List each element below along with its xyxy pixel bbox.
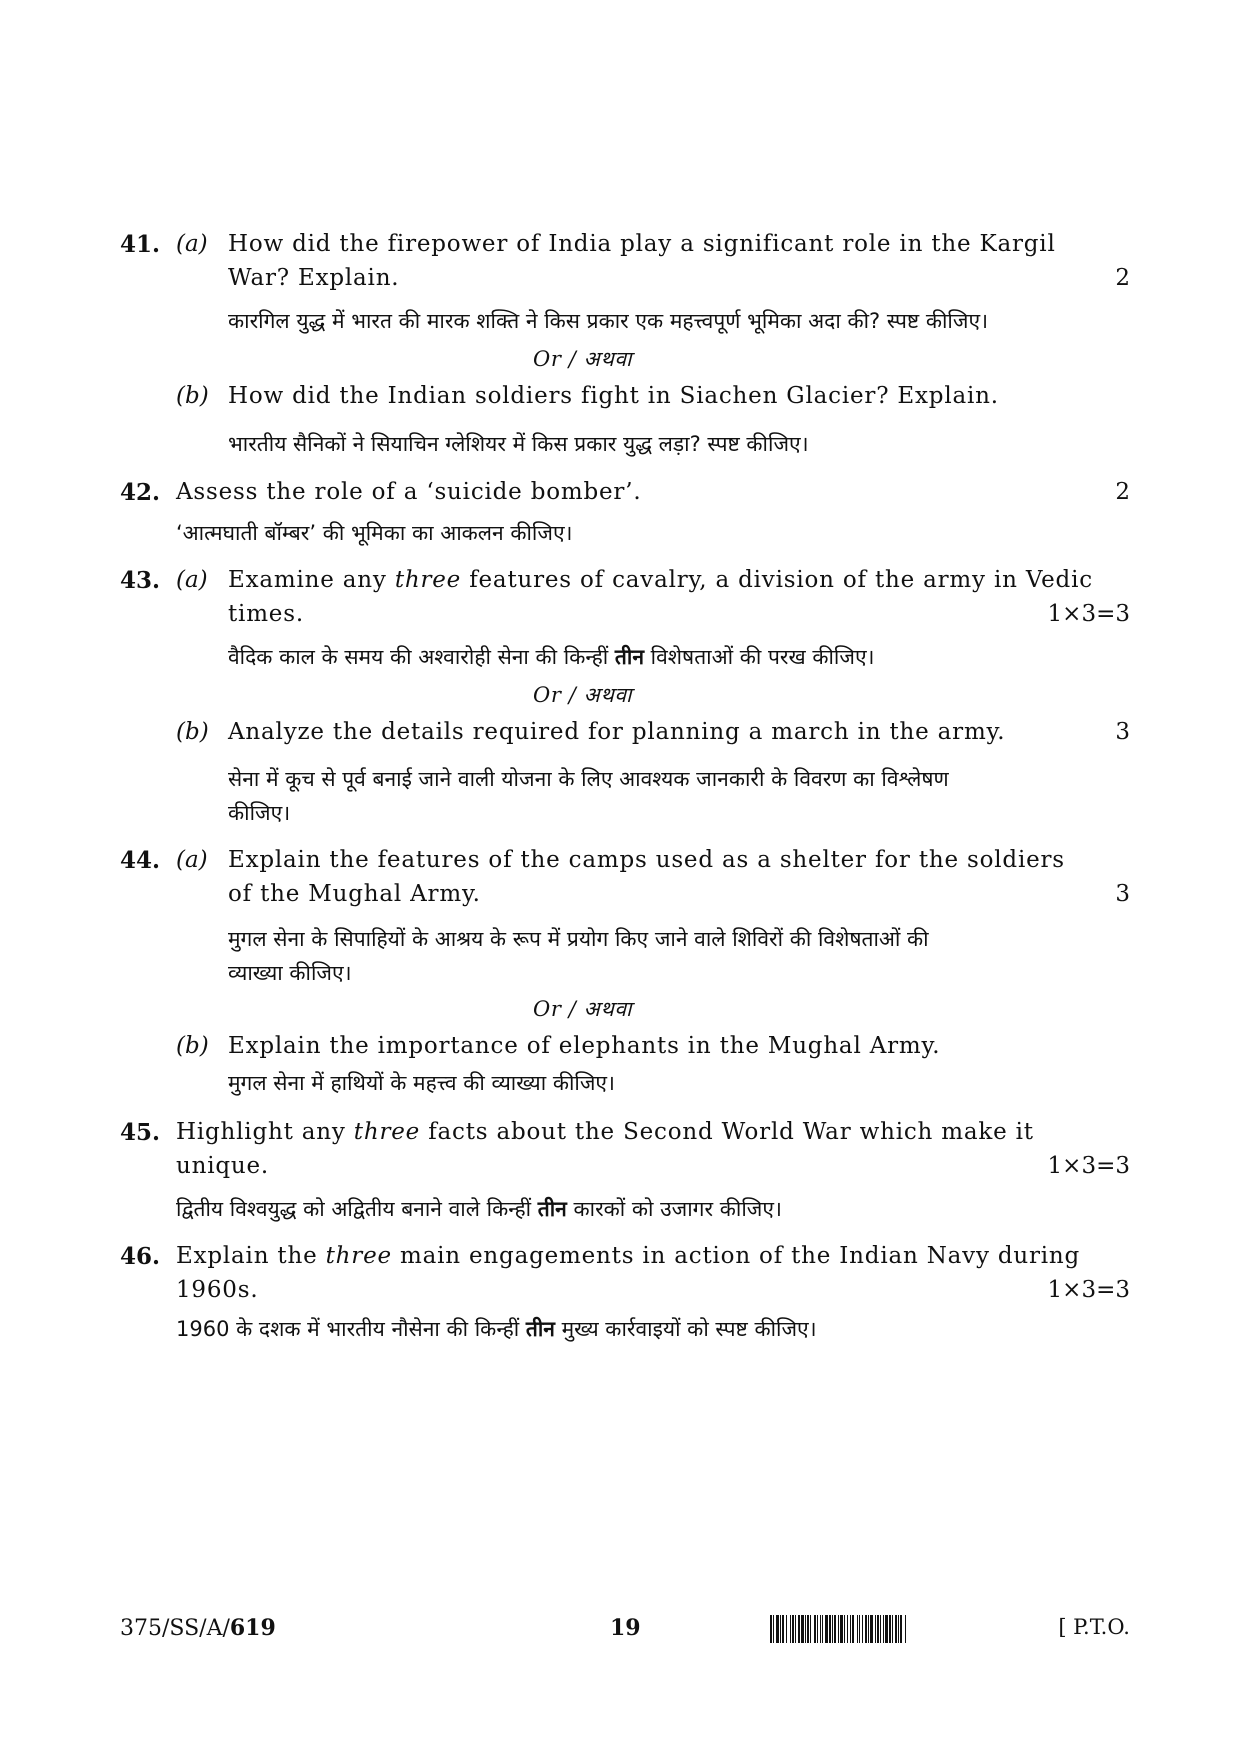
question-text-en: Analyze the details required for planning a march in the army. bbox=[228, 719, 1006, 745]
part-label: (a) bbox=[176, 567, 208, 593]
part-label: (b) bbox=[176, 719, 209, 745]
part-label: (b) bbox=[176, 383, 209, 409]
part-label: (a) bbox=[176, 231, 208, 257]
page-footer bbox=[120, 1615, 1130, 1655]
emphasis: three bbox=[353, 1119, 421, 1145]
text-segment: द्वितीय विश्वयुद्ध को अद्वितीय बनाने वाले किन्हीं bbox=[176, 1197, 538, 1221]
emphasis: तीन bbox=[537, 1197, 567, 1221]
question-text-en: Explain the importance of elephants in the Mughal Army. bbox=[228, 1033, 941, 1059]
text-segment: वैदिक काल के समय की अश्वारोही सेना की किन्हीं bbox=[228, 645, 615, 669]
text-segment: main engagements in action of the Indian Navy during bbox=[391, 1243, 1081, 1269]
text-segment: 1960 के दशक में भारतीय नौसेना की किन्हीं bbox=[176, 1317, 526, 1341]
question-text-en: Assess the role of a ‘suicide bomber’. bbox=[176, 479, 642, 505]
question-text-en: times. bbox=[228, 601, 304, 627]
question-number: 44. bbox=[120, 847, 161, 874]
emphasis: तीन bbox=[525, 1317, 555, 1341]
text-segment: मुख्य कार्रवाइयों को स्पष्ट कीजिए। bbox=[554, 1317, 817, 1341]
marks: 1×3=3 bbox=[1047, 601, 1130, 627]
or-divider: Or / अथवा bbox=[533, 997, 633, 1021]
question-text-hi: भारतीय सैनिकों ने सियाचिन ग्लेशियर में किस प्रकार युद्ध लड़ा? स्पष्ट कीजिए। bbox=[228, 432, 809, 456]
question-text-hi: मुगल सेना में हाथियों के महत्त्व की व्याख्या कीजिए। bbox=[228, 1071, 615, 1095]
question-text-hi: कीजिए। bbox=[228, 801, 291, 825]
paper-code-number: 619 bbox=[229, 1615, 276, 1641]
question-text-en bbox=[176, 1119, 1034, 1145]
question-text-en: War? Explain. bbox=[228, 265, 400, 291]
question-text-hi: सेना में कूच से पूर्व बनाई जाने वाली योजना के लिए आवश्यक जानकारी के विवरण का विश्लेषण bbox=[228, 767, 949, 791]
question-number: 41. bbox=[120, 231, 161, 258]
question-text-en: How did the firepower of India play a significant role in the Kargil bbox=[228, 231, 1056, 257]
text-segment: Explain the bbox=[176, 1243, 326, 1269]
question-number: 45. bbox=[120, 1119, 161, 1146]
question-number: 42. bbox=[120, 479, 161, 506]
question-text-hi bbox=[176, 1315, 817, 1343]
pto-label: [ P.T.O. bbox=[1058, 1615, 1130, 1639]
paper-code bbox=[120, 1615, 276, 1641]
marks: 1×3=3 bbox=[1047, 1277, 1130, 1303]
text-segment: features of cavalry, a division of the army in Vedic bbox=[461, 567, 1093, 593]
text-segment: Highlight any bbox=[176, 1119, 354, 1145]
emphasis: तीन bbox=[614, 645, 644, 669]
question-text-en: unique. bbox=[176, 1153, 270, 1179]
question-text-hi: कारगिल युद्ध में भारत की मारक शक्ति ने किस प्रकार एक महत्त्वपूर्ण भूमिका अदा की? स्पष्ट कीजिए। bbox=[228, 309, 989, 333]
text-segment: facts about the Second World War which make it bbox=[420, 1119, 1034, 1145]
emphasis: three bbox=[325, 1243, 392, 1269]
barcode-icon bbox=[770, 1615, 1025, 1643]
question-text-en bbox=[228, 567, 1093, 593]
marks: 1×3=3 bbox=[1047, 1153, 1130, 1179]
question-text-hi: व्याख्या कीजिए। bbox=[228, 961, 352, 985]
part-label: (b) bbox=[176, 1033, 209, 1059]
question-text-en: Explain the features of the camps used as a shelter for the soldiers bbox=[228, 847, 1065, 873]
page-number: 19 bbox=[610, 1615, 641, 1641]
marks: 2 bbox=[1115, 479, 1130, 505]
question-text-hi: ‘आत्मघाती बॉम्बर’ की भूमिका का आकलन कीजिए। bbox=[176, 521, 573, 545]
question-number: 46. bbox=[120, 1243, 161, 1270]
emphasis: three bbox=[394, 567, 462, 593]
marks: 3 bbox=[1115, 719, 1130, 745]
question-text-en: 1960s. bbox=[176, 1277, 259, 1303]
text-segment: कारकों को उजागर कीजिए। bbox=[566, 1197, 782, 1221]
or-divider: Or / अथवा bbox=[533, 347, 633, 371]
question-text-hi bbox=[228, 643, 875, 671]
part-label: (a) bbox=[176, 847, 208, 873]
marks: 2 bbox=[1115, 265, 1130, 291]
question-text-en bbox=[176, 1243, 1080, 1269]
question-text-en: How did the Indian soldiers fight in Siachen Glacier? Explain. bbox=[228, 383, 999, 409]
text-segment: विशेषताओं की परख कीजिए। bbox=[643, 645, 875, 669]
or-divider: Or / अथवा bbox=[533, 683, 633, 707]
paper-code-prefix: 375/SS/A/ bbox=[120, 1616, 230, 1641]
question-text-hi bbox=[176, 1195, 782, 1223]
question-text-en: of the Mughal Army. bbox=[228, 881, 481, 907]
text-segment: Examine any bbox=[228, 567, 395, 593]
question-number: 43. bbox=[120, 567, 161, 594]
marks: 3 bbox=[1115, 881, 1130, 907]
question-text-hi: मुगल सेना के सिपाहियों के आश्रय के रूप में प्रयोग किए जाने वाले शिविरों की विशेषताओं की bbox=[228, 927, 929, 951]
